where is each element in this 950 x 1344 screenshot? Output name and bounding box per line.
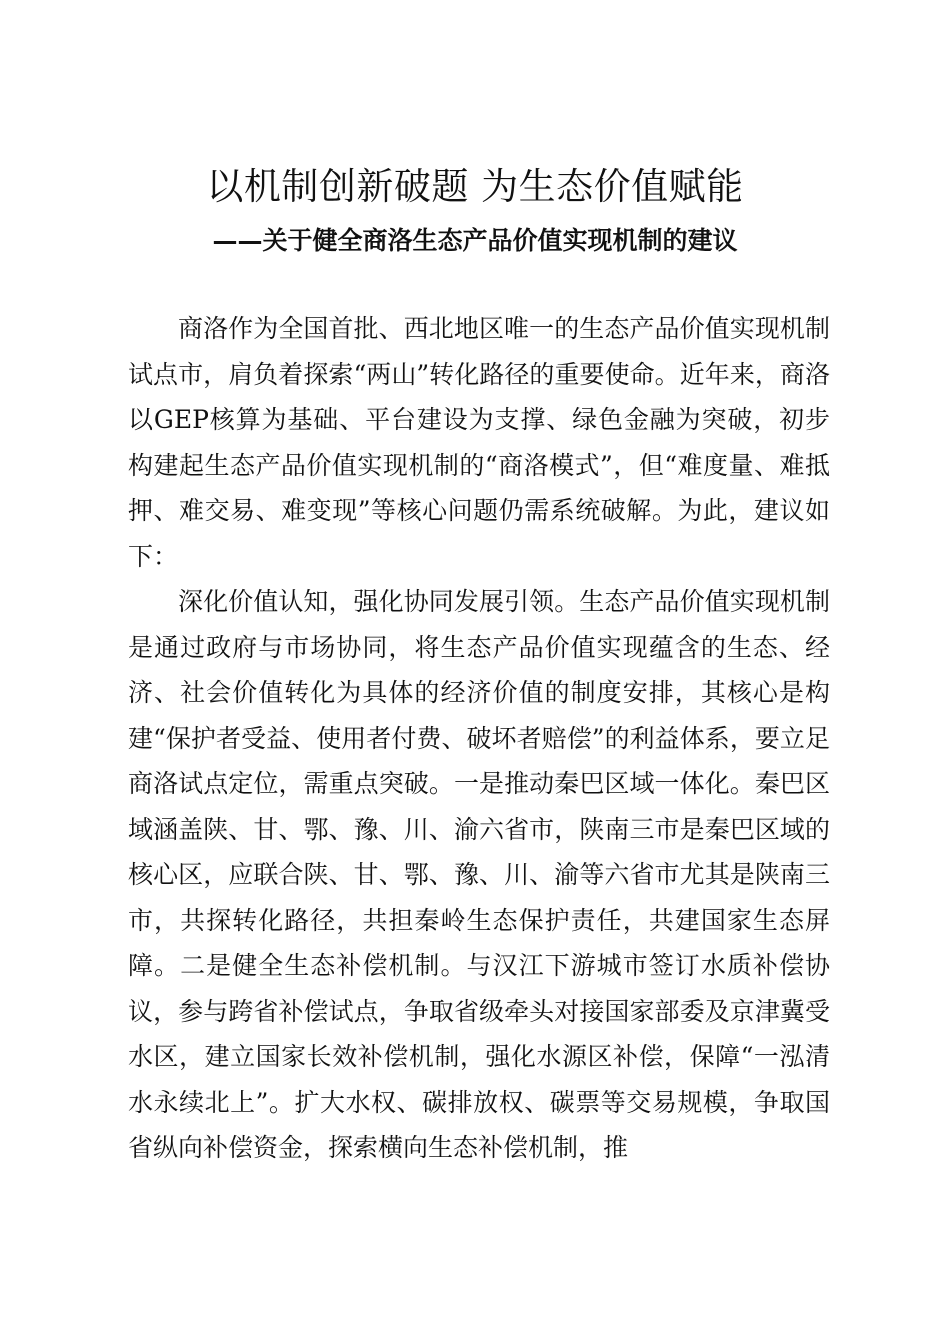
document-body xyxy=(128,306,830,1171)
document-title: 以机制创新破题 为生态价值赋能 xyxy=(206,165,744,208)
document-subtitle: ——关于健全商洛生态产品价值实现机制的建议 xyxy=(212,226,738,255)
body-paragraph-intro: 商洛作为全国首批、西北地区唯一的生态产品价值实现机制试点市，肩负着探索“两山”转化路径的重要使命。近年来，商洛以GEP核算为基础、平台建设为支撑、绿色金融为突破，初步构建起生态产品价值实现机制的“商洛模式”，但“难度量、难抵押、难交易、难变现”等核心问题仍需系统破解。为此，建议如下： xyxy=(128,314,830,571)
body-paragraph-value-cognition: 深化价值认知，强化协同发展引领。生态产品价值实现机制是通过政府与市场协同，将生态产品价值实现蕴含的生态、经济、社会价值转化为具体的经济价值的制度安排，其核心是构建“保护者受益、使用者付费、破坏者赔偿”的利益体系，要立足商洛试点定位，需重点突破。一是推动秦巴区域一体化。秦巴区域涵盖陕、甘、鄂、豫、川、渝六省市，陕南三市是秦巴区域的核心区，应联合陕、甘、鄂、豫、川、渝等六省市尤其是陕南三市，共探转化路径，共担秦岭生态保护责任，共建国家生态屏障。二是健全生态补偿机制。与汉江下游城市签订水质补偿协议，参与跨省补偿试点，争取省级牵头对接国家部委及京津冀受水区，建立国家长效补偿机制，强化水源区补偿，保障“一泓清水永续北上”。扩大水权、碳排放权、碳票等交易规模，争取国省纵向补偿资金，探索横向生态补偿机制，推 xyxy=(128,587,830,1162)
